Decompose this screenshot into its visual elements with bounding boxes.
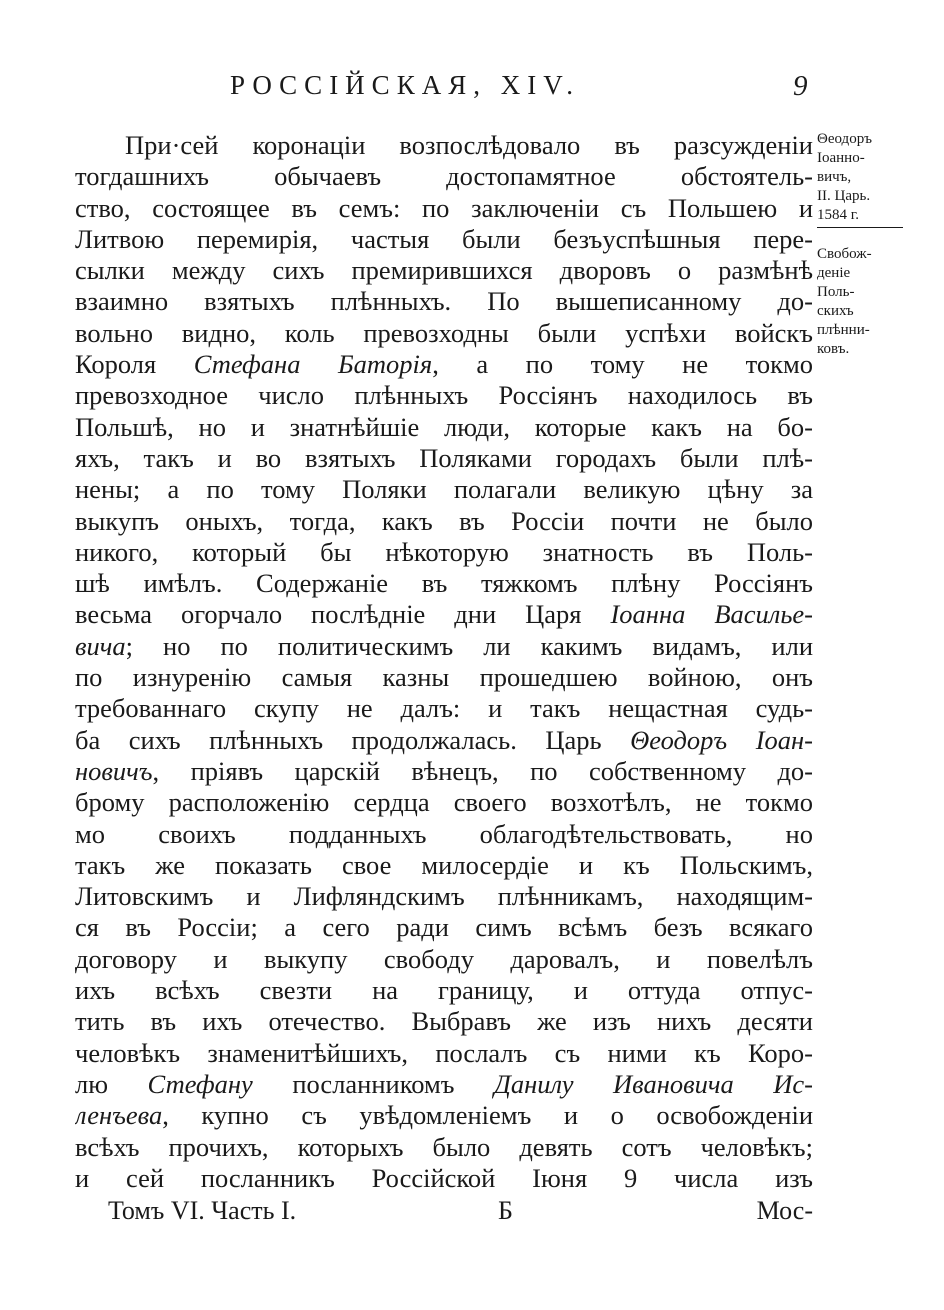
- margin-rule: [817, 227, 903, 245]
- text-segment: При·сей коронаціи возпослѣдовало въ разсужденіи: [125, 130, 813, 160]
- text-line: [75, 1132, 813, 1163]
- text-line: [75, 819, 813, 850]
- text-segment: мо своихъ подданныхъ облагодѣтельствовать, но: [75, 818, 813, 849]
- running-title: РОССІЙСКАЯ, XIV.: [230, 70, 580, 100]
- text-line: [75, 412, 813, 443]
- margin-note-line: ковъ.: [817, 341, 850, 357]
- text-segment: такъ же показать свое милосердіе и къ Польскимъ,: [75, 849, 813, 880]
- italic-segment: новичъ: [75, 755, 153, 786]
- text-line: [75, 725, 813, 756]
- text-line: [75, 443, 813, 474]
- margin-note-line: Іоанно-: [817, 150, 865, 166]
- text-segment: ство, состоящее въ семъ: по заключеніи съ Польшею и: [75, 192, 813, 223]
- text-line: [75, 1163, 813, 1194]
- text-line: [75, 537, 813, 568]
- text-line: [75, 1006, 813, 1037]
- italic-segment: Θеодоръ Іоан-: [630, 724, 813, 755]
- text-segment: тить въ ихъ отечество. Выбравъ же изъ нихъ десяти: [75, 1006, 813, 1037]
- text-segment: Короля: [75, 349, 194, 380]
- text-segment: шѣ имѣлъ. Содержаніе въ тяжкомъ плѣну Россіянъ: [75, 568, 813, 599]
- text-line: [75, 286, 813, 317]
- catchword: Мос-: [756, 1196, 813, 1225]
- marginal-note: [817, 130, 917, 359]
- text-segment: брому расположенію сердца своего возхотѣлъ, не токмо: [75, 787, 813, 818]
- italic-segment: Іоанна Василье-: [610, 599, 813, 630]
- text-line: [75, 318, 813, 349]
- text-line: [75, 850, 813, 881]
- text-segment: превозходное число плѣнныхъ Россіянъ находилось въ: [75, 380, 813, 411]
- volume-label: Томъ VI. Часть I.: [108, 1196, 297, 1225]
- text-segment: лю: [75, 1068, 148, 1099]
- text-segment: посланникомъ: [252, 1068, 494, 1099]
- text-segment: ; но по политическимъ ли какимъ видамъ, или: [125, 630, 813, 661]
- text-line: [75, 1100, 813, 1131]
- text-segment: по изнуренію самыя казны прошедшею войною, онъ: [75, 662, 813, 693]
- italic-segment: Стефану: [147, 1068, 253, 1099]
- main-text-block: [75, 130, 813, 1194]
- text-segment: выкупъ оныхъ, тогда, какъ въ Россіи почти не было: [75, 505, 813, 536]
- text-line: [75, 193, 813, 224]
- text-segment: сылки между сихъ премирившихся дворовъ о размѣнѣ: [75, 255, 813, 286]
- signature-mark: Б: [498, 1196, 513, 1225]
- margin-note-line: скихъ: [817, 303, 854, 319]
- text-line: [75, 349, 813, 380]
- page-footer: [108, 1196, 813, 1230]
- margin-note-line: Поль-: [817, 284, 855, 300]
- margin-note-line: 1584 г.: [817, 207, 859, 223]
- text-segment: всѣхъ прочихъ, которыхъ было девять сотъ человѣкъ;: [75, 1131, 813, 1162]
- text-segment: Литовскимъ и Лифляндскимъ плѣнникамъ, находящим-: [75, 881, 813, 912]
- text-line: [75, 1069, 813, 1100]
- italic-segment: ленъева: [75, 1100, 163, 1131]
- text-line: [75, 130, 813, 161]
- text-segment: вольно видно, коль превозходны были успѣхи войскъ: [75, 317, 813, 348]
- text-line: [75, 161, 813, 192]
- text-segment: тогдашнихъ обычаевъ достопамятное обстоятель-: [75, 161, 813, 192]
- text-line: [75, 474, 813, 505]
- text-segment: , купно съ увѣдомленіемъ и о освобожденіи: [162, 1100, 813, 1131]
- text-segment: договору и выкупу свободу даровалъ, и повелѣлъ: [75, 943, 813, 974]
- margin-note-line: вичъ,: [817, 169, 852, 185]
- text-segment: ихъ всѣхъ свезти на границу, и оттуда отпус-: [75, 975, 813, 1006]
- text-segment: и сей посланникъ Россійской Іюня 9 числа изъ: [75, 1162, 813, 1193]
- text-segment: ба сихъ плѣнныхъ продолжалась. Царь: [75, 724, 631, 755]
- text-line: [75, 255, 813, 286]
- text-line: [75, 662, 813, 693]
- margin-note-line: II. Царь.: [817, 188, 871, 204]
- text-line: [75, 787, 813, 818]
- text-segment: требованнаго скупу не далъ: и такъ нещастная судь-: [75, 693, 813, 724]
- margin-note-line: Θеодоръ: [817, 131, 872, 147]
- italic-segment: Стефана Баторія: [193, 349, 433, 380]
- text-segment: яхъ, такъ и во взятыхъ Поляками городахъ были плѣ-: [75, 442, 813, 473]
- margin-note-line: плѣнни-: [817, 322, 870, 338]
- text-segment: , а по тому не токмо: [432, 349, 813, 380]
- text-segment: Польшѣ, но и знатнѣйшіе люди, которые какъ на бо-: [75, 411, 813, 442]
- text-segment: Литвою перемирія, частыя были безъуспѣшныя пере-: [75, 223, 813, 254]
- text-segment: взаимно взятыхъ плѣнныхъ. По вышеписанному до-: [75, 286, 813, 317]
- text-line: [75, 881, 813, 912]
- text-line: [75, 599, 813, 630]
- text-line: [75, 224, 813, 255]
- text-segment: нены; а по тому Поляки полагали великую цѣну за: [75, 474, 813, 505]
- text-segment: человѣкъ знаменитѣйшихъ, послалъ съ ними къ Коро-: [75, 1037, 813, 1068]
- italic-segment: вича: [75, 630, 126, 661]
- text-line: [75, 1038, 813, 1069]
- text-line: [75, 506, 813, 537]
- text-line: [75, 756, 813, 787]
- text-segment: никого, который бы нѣкоторую знатность въ Поль-: [75, 536, 813, 567]
- italic-segment: Данилу Ивановича Ис-: [494, 1068, 813, 1099]
- text-line: [75, 912, 813, 943]
- text-segment: , пріявъ царскій вѣнецъ, по собственному до-: [152, 755, 813, 786]
- margin-note-line: деніе: [817, 265, 851, 281]
- text-line: [75, 693, 813, 724]
- margin-note-line: Свобож-: [817, 246, 872, 262]
- text-line: [75, 631, 813, 662]
- text-line: [75, 568, 813, 599]
- text-line: [75, 944, 813, 975]
- text-segment: весьма огорчало послѣдніе дни Царя: [75, 599, 611, 630]
- text-line: [75, 975, 813, 1006]
- text-segment: ся въ Россіи; а сего ради симъ всѣмъ безъ всякаго: [75, 912, 813, 943]
- page-number: 9: [793, 70, 808, 102]
- text-line: [75, 380, 813, 411]
